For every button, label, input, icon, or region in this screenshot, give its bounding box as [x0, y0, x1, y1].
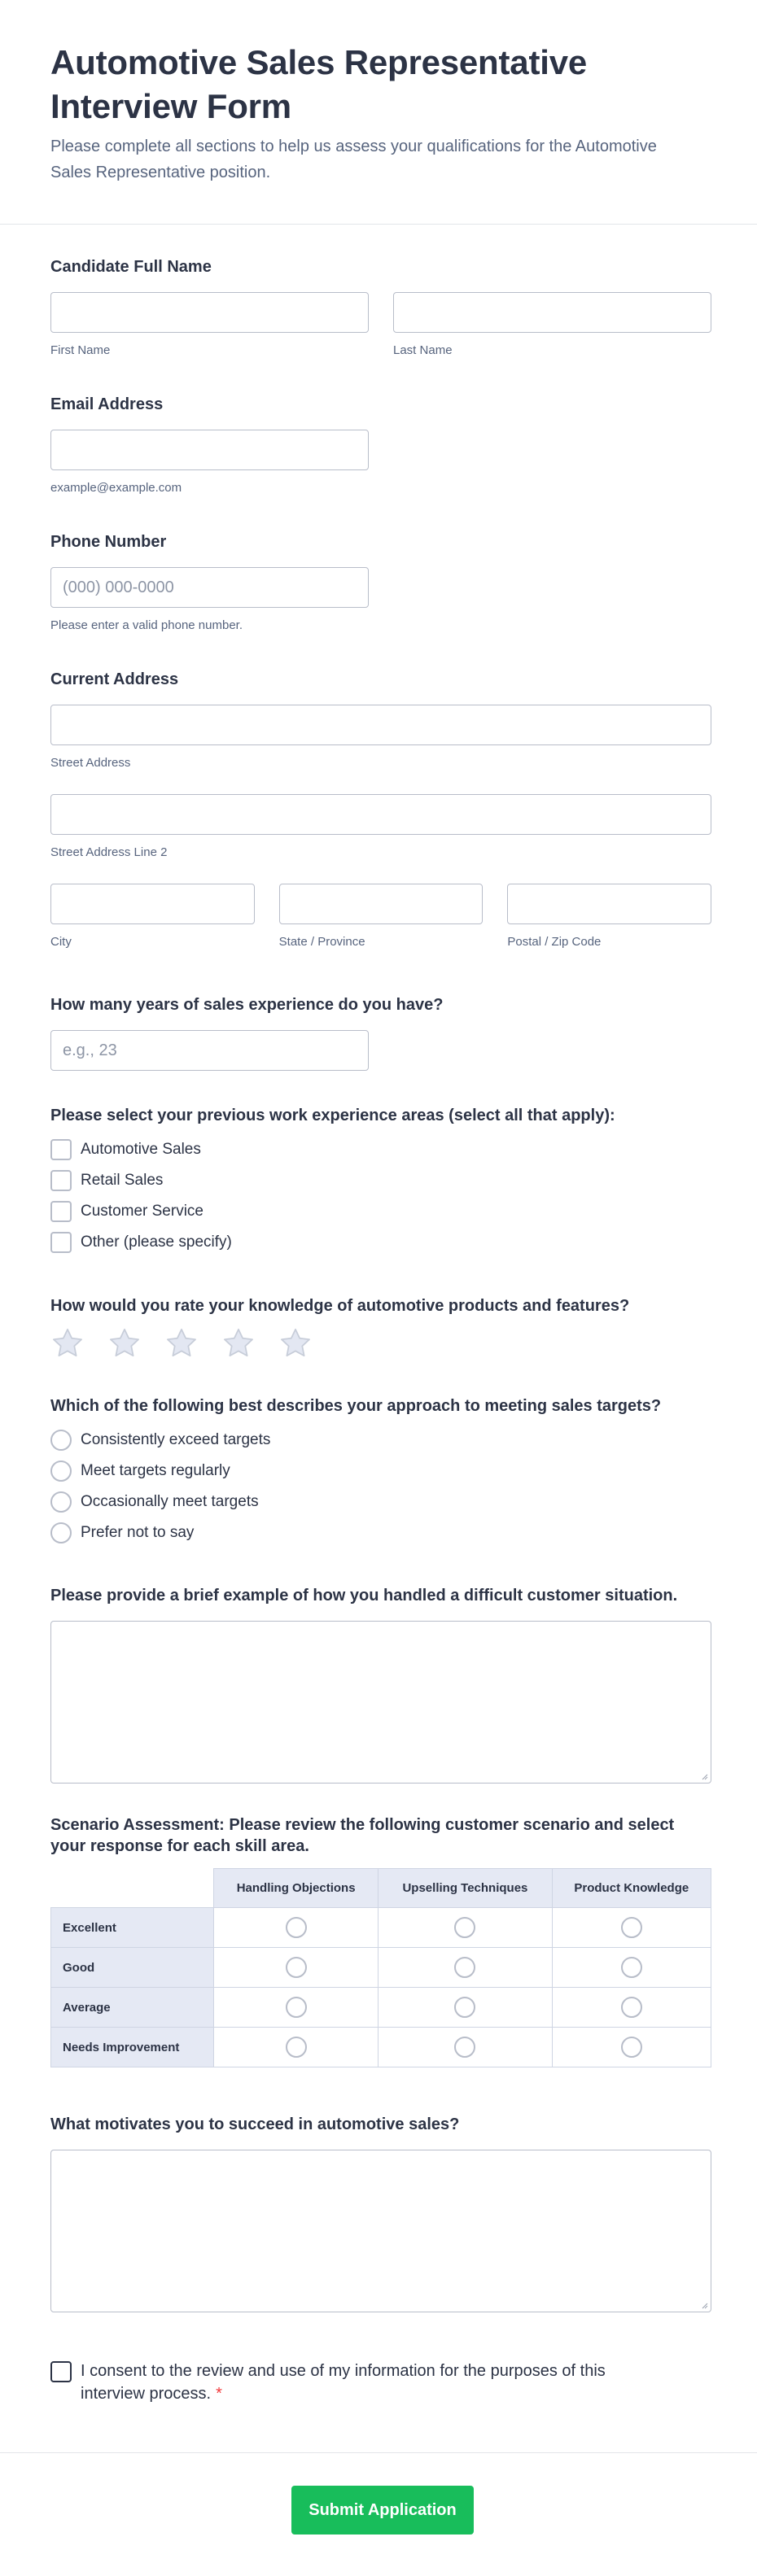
targets-field	[50, 1395, 711, 1548]
address-field	[50, 669, 711, 950]
radio-button[interactable]	[50, 1522, 72, 1543]
rating-field	[50, 1295, 711, 1360]
radio-button[interactable]	[50, 1491, 72, 1513]
zip-sublabel: Postal / Zip Code	[507, 935, 602, 949]
phone-label: Phone Number	[50, 533, 167, 551]
matrix-radio[interactable]	[621, 1917, 642, 1938]
scenario-field	[50, 1814, 711, 2067]
full-name-label: Candidate Full Name	[50, 258, 212, 276]
checkbox[interactable]	[50, 1232, 72, 1253]
option-label: Retail Sales	[81, 1172, 164, 1189]
consent-checkbox-row[interactable]	[50, 2360, 620, 2405]
matrix-cell	[552, 2028, 711, 2067]
state-sublabel: State / Province	[278, 935, 365, 949]
experience-years-label: How many years of sales experience do you have?	[50, 996, 444, 1014]
matrix-row	[51, 2028, 711, 2067]
matrix-column-header: Product Knowledge	[552, 1869, 711, 1908]
experience-years-field	[50, 994, 711, 1071]
option-label: Meet targets regularly	[81, 1462, 230, 1479]
option-label: Consistently exceed targets	[81, 1431, 271, 1448]
first-name-sublabel: First Name	[50, 343, 111, 357]
matrix-column-header: Handling Objections	[214, 1869, 378, 1908]
matrix-cell	[552, 1988, 711, 2028]
phone-input[interactable]: (000) 000-0000	[50, 567, 369, 608]
city-sublabel: City	[50, 935, 72, 949]
consent-text: I consent to the review and use of my information for the purposes of this interview process.	[81, 2362, 606, 2403]
scenario-label: Scenario Assessment: Please review the following customer scenario and select your response for each skill area.	[50, 1816, 675, 1855]
checkbox[interactable]	[50, 1170, 72, 1191]
phone-sublabel: Please enter a valid phone number.	[50, 618, 243, 632]
difficult-customer-textarea[interactable]	[50, 1621, 711, 1784]
matrix-cell	[214, 1948, 378, 1988]
email-input[interactable]	[50, 430, 369, 470]
street-address-input[interactable]	[50, 705, 711, 745]
matrix-cell	[214, 1908, 378, 1948]
matrix-cell	[378, 1988, 552, 2028]
matrix-cell	[214, 1988, 378, 2028]
matrix-row	[51, 1908, 711, 1948]
address-label: Current Address	[50, 670, 179, 688]
targets-label: Which of the following best describes your approach to meeting sales targets?	[50, 1397, 662, 1415]
radio-button[interactable]	[50, 1430, 72, 1451]
option-label: Prefer not to say	[81, 1524, 195, 1541]
star-icon[interactable]	[278, 1326, 313, 1360]
consent-checkbox[interactable]	[50, 2361, 72, 2382]
radio-button[interactable]	[50, 1460, 72, 1482]
form-subtitle: Please complete all sections to help us assess your qualifications for the Automotive Sales Representative position.	[50, 138, 657, 181]
matrix-row	[51, 1988, 711, 2028]
difficult-customer-field	[50, 1585, 711, 1784]
matrix-cell	[214, 2028, 378, 2067]
state-input[interactable]	[279, 884, 484, 924]
matrix-corner	[51, 1869, 214, 1908]
scenario-matrix	[50, 1868, 711, 2067]
matrix-row-label: Average	[51, 1988, 214, 2028]
work-areas-label: Please select your previous work experience areas (select all that apply):	[50, 1107, 615, 1124]
matrix-cell	[378, 1908, 552, 1948]
motivation-field	[50, 2114, 711, 2312]
star-icon[interactable]	[107, 1326, 142, 1360]
option-label: Automotive Sales	[81, 1141, 201, 1158]
matrix-radio[interactable]	[286, 1917, 307, 1938]
full-name-field	[50, 256, 711, 358]
matrix-radio[interactable]	[621, 2037, 642, 2058]
option-label: Other (please specify)	[81, 1233, 232, 1251]
star-icon[interactable]	[221, 1326, 256, 1360]
matrix-row-label: Good	[51, 1948, 214, 1988]
street-address-line2-input[interactable]	[50, 794, 711, 835]
work-area-option[interactable]	[50, 1165, 711, 1196]
matrix-radio[interactable]	[286, 2037, 307, 2058]
checkbox[interactable]	[50, 1201, 72, 1222]
street-address-sublabel: Street Address	[50, 756, 131, 770]
matrix-radio[interactable]	[454, 1957, 475, 1978]
email-sublabel: example@example.com	[50, 481, 182, 495]
form-footer	[0, 2452, 757, 2576]
star-icon[interactable]	[50, 1326, 85, 1360]
first-name-input[interactable]	[50, 292, 369, 333]
email-label: Email Address	[50, 395, 164, 413]
star-rating	[50, 1326, 711, 1360]
matrix-radio[interactable]	[286, 1957, 307, 1978]
option-label: Occasionally meet targets	[81, 1493, 259, 1510]
resize-handle-icon[interactable]	[700, 2301, 708, 2309]
matrix-row	[51, 1948, 711, 1988]
work-areas-field	[50, 1105, 711, 1258]
matrix-row-label: Needs Improvement	[51, 2028, 214, 2067]
experience-years-input[interactable]: e.g., 23	[50, 1030, 369, 1071]
zip-input[interactable]	[507, 884, 711, 924]
matrix-radio[interactable]	[454, 1917, 475, 1938]
consent-field	[50, 2360, 620, 2405]
target-option[interactable]	[50, 1487, 711, 1517]
matrix-row-label: Excellent	[51, 1908, 214, 1948]
resize-handle-icon[interactable]	[700, 1772, 708, 1780]
matrix-radio[interactable]	[454, 2037, 475, 2058]
rating-label: How would you rate your knowledge of automotive products and features?	[50, 1297, 630, 1315]
form-title: Automotive Sales Representative Interview Form	[50, 43, 588, 125]
matrix-radio[interactable]	[286, 1997, 307, 2018]
city-input[interactable]	[50, 884, 255, 924]
consent-text-wrap	[81, 2360, 620, 2405]
matrix-radio[interactable]	[621, 1997, 642, 2018]
matrix-radio[interactable]	[454, 1997, 475, 2018]
email-field	[50, 394, 711, 496]
submit-button[interactable]: Submit Application	[291, 2486, 474, 2535]
matrix-cell	[552, 1948, 711, 1988]
target-option[interactable]	[50, 1517, 711, 1548]
street-address-line2-sublabel: Street Address Line 2	[50, 845, 168, 859]
phone-field	[50, 531, 711, 633]
last-name-sublabel: Last Name	[393, 343, 453, 357]
matrix-cell	[378, 1948, 552, 1988]
matrix-cell	[378, 2028, 552, 2067]
matrix-cell	[552, 1908, 711, 1948]
motivation-textarea[interactable]	[50, 2150, 711, 2312]
target-option[interactable]	[50, 1456, 711, 1487]
work-area-option[interactable]	[50, 1196, 711, 1227]
last-name-input[interactable]	[393, 292, 711, 333]
form-header	[0, 0, 757, 225]
work-area-option[interactable]	[50, 1227, 711, 1258]
target-option[interactable]	[50, 1425, 711, 1456]
matrix-column-header: Upselling Techniques	[378, 1869, 552, 1908]
star-icon[interactable]	[164, 1326, 199, 1360]
checkbox[interactable]	[50, 1139, 72, 1160]
option-label: Customer Service	[81, 1203, 203, 1220]
required-mark: *	[216, 2385, 222, 2403]
work-area-option[interactable]	[50, 1134, 711, 1165]
matrix-radio[interactable]	[621, 1957, 642, 1978]
motivation-label: What motivates you to succeed in automotive sales?	[50, 2115, 460, 2133]
difficult-customer-label: Please provide a brief example of how you handled a difficult customer situation.	[50, 1587, 678, 1605]
